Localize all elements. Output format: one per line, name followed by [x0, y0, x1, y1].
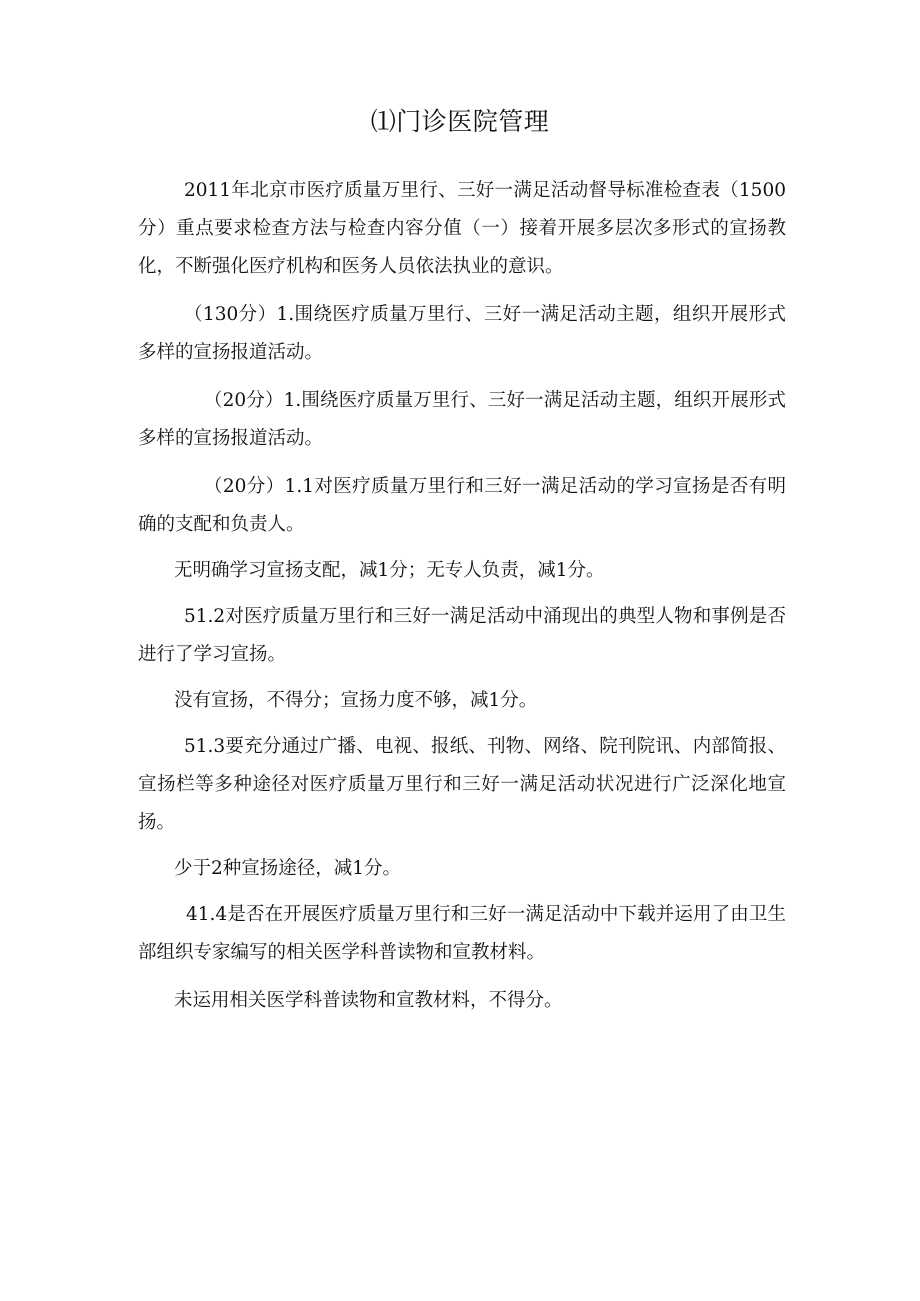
paragraph-deduction-1-1: 无明确学习宣扬支配，减1分；无专人负责，减1分。 — [174, 560, 605, 581]
document-title: ⑴门诊医院管理 — [370, 107, 550, 136]
paragraph-item-20: （20分）1.围绕医疗质量万里行、三好一满足活动主题，组织开展形式多样的宣扬报道活动。 — [138, 390, 786, 449]
paragraph-item-130: （130分）1.围绕医疗质量万里行、三好一满足活动主题，组织开展形式多样的宣扬报道活动。 — [138, 304, 786, 363]
paragraph-deduction-1-4: 未运用相关医学科普读物和宣教材料，不得分。 — [174, 990, 563, 1011]
paragraph-item-1-1: （20分）1.1对医疗质量万里行和三好一满足活动的学习宣扬是否有明确的支配和负责人。 — [138, 476, 786, 535]
paragraph-intro: 2011年北京市医疗质量万里行、三好一满足活动督导标准检查表（1500分）重点要求检查方法与检查内容分值（一）接着开展多层次多形式的宣扬教化，不断强化医疗机构和医务人员依法执业的意识。 — [138, 180, 786, 277]
paragraph-item-1-2: 51.2对医疗质量万里行和三好一满足活动中涌现出的典型人物和事例是否进行了学习宣扬。 — [138, 606, 786, 665]
document-body — [138, 172, 786, 1020]
paragraph-deduction-1-2: 没有宣扬，不得分；宣扬力度不够，减1分。 — [174, 690, 538, 711]
paragraph-deduction-1-3: 少于2种宣扬途径，减1分。 — [174, 858, 402, 879]
paragraph-item-1-4: 41.4是否在开展医疗质量万里行和三好一满足活动中下载并运用了由卫生部组织专家编写的相关医学科普读物和宣教材料。 — [138, 904, 786, 963]
paragraph-item-1-3: 51.3要充分通过广播、电视、报纸、刊物、网络、院刊院讯、内部简报、宣扬栏等多种途径对医疗质量万里行和三好一满足活动状况进行广泛深化地宣扬。 — [138, 736, 786, 833]
